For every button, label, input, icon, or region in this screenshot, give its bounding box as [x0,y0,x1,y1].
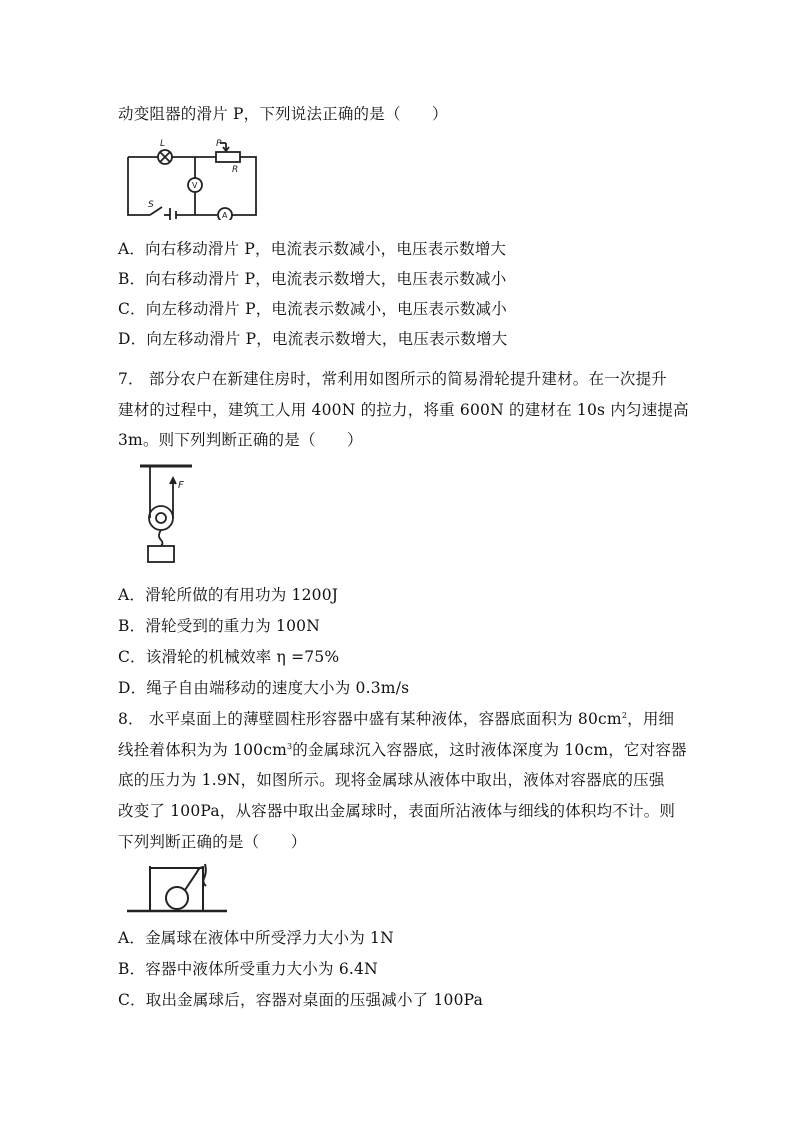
q7-stem-line-1: 7． 部分农户在新建住房时，常利用如图所示的简易滑轮提升建材。在一次提升 [118,370,667,388]
metal-ball-icon [166,887,188,909]
q8-stem-line-5: 下列判断正确的是（ ） [118,833,307,851]
pulley-wheel-icon [149,506,173,530]
circuit-diagram [120,135,265,224]
resistor-label: R [232,165,239,175]
q6-option-c: C．向左移动滑片 P，电流表示数减小，电压表示数减小 [118,300,507,318]
wire-left [128,157,150,215]
q7-option-c: C．该滑轮的机械效率 η =75% [118,648,340,666]
q8-stem-line-2: 线拴着体积为为 $100cm^3$的金属球沉入容器底，这时液体深度为 10cm，它对容器 [118,741,687,759]
q7-stem-line-2: 建材的过程中，建筑工人用 400N 的拉力，将重 600N 的建材在 10s 内匀速提高 [118,401,689,419]
q6-option-d: D．向左移动滑片 P，电流表示数增大，电压表示数增大 [118,330,508,348]
force-label: F [178,480,184,491]
q6-option-b: B．向右移动滑片 P，电流表示数增大，电压表示数减小 [118,270,507,288]
container-svg [125,858,230,918]
q7-option-a: A．滑轮所做的有用功为 1200J [118,586,339,604]
slider-label: P [216,139,222,149]
pulley-diagram [140,458,210,572]
switch-label: S [148,200,154,210]
q6-option-a: A．向右移动滑片 P，电流表示数减小，电压表示数增大 [118,240,507,258]
container-diagram [125,858,230,922]
q7-option-d: D．绳子自由端移动的速度大小为 0.3m/s [118,679,410,697]
q7-option-b: B．滑轮受到的重力为 100N [118,617,320,635]
rheostat-icon [216,152,240,162]
q8-option-b: B．容器中液体所受重力大小为 6.4N [118,960,378,978]
q8-stem-line-4: 改变了 100Pa，从容器中取出金属球时，表面所沾液体与细线的体积均不计。则 [118,802,676,820]
q8-option-a: A．金属球在液体中所受浮力大小为 1N [118,929,394,947]
load-box-icon [148,546,174,562]
q8-stem-line-3: 底的压力为 1.9N，如图所示。现将金属球从液体中取出，液体对容器底的压强 [118,771,665,789]
q8-stem-line-1: 8． 水平桌面上的薄壁圆柱形容器中盛有某种液体，容器底面积为 $80cm^2$，用细 [118,710,675,728]
q7-stem-line-3: 3m。则下列判断正确的是（ ） [118,431,363,449]
q6-stem-line: 动变阻器的滑片 P，下列说法正确的是（ ） [118,105,448,123]
circuit-svg [120,135,265,220]
voltmeter-label: V [192,181,198,190]
pulley-svg [140,458,210,568]
ammeter-label: A [222,211,228,220]
q8-option-c: C．取出金属球后，容器对桌面的压强减小了 100Pa [118,991,484,1009]
lamp-label: L [160,139,166,149]
